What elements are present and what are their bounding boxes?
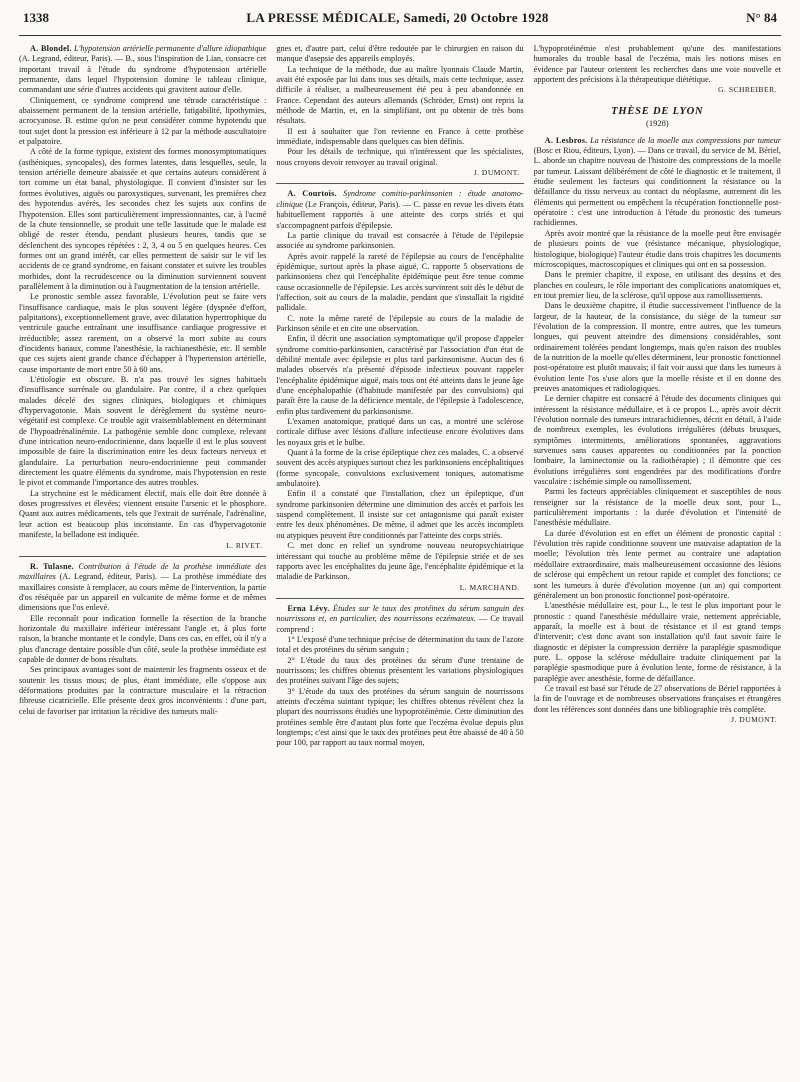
page-number: 1338 <box>23 10 49 25</box>
paragraph: La partie clinique du travail est consacrée à l'étude de l'épilepsie associée au syndrome parkinsonien. <box>276 230 524 251</box>
review-title: Contribution à l'étude de la prothèse immédiate des maxillaires <box>19 561 267 582</box>
paragraph: La durée d'évolution est en effet un élément de pronostic capital : l'évolution très rapide conditionne souvent une mauvaise adaptation de la moelle; l'évolution très lente permet au contraire une adaptation médullaire extraordinaire, mais malheureusement occasionne des lésions de sclérose qui empêchent un retour rapide et complet des fonctions; ce sont les tumeurs à durée d'évolution moyenne (un an) qui comportent généralement un bon pronostic fonctionnel post-opératoire. <box>533 528 781 600</box>
paragraph: Le pronostic semble assez favorable, L'évolution peut se faire vers l'insuffisance cardiaque, mais le plus souvent légère (dyspnée d'effort, palpitations), exceptionnellement grave, avec dilatation hypertrophique du ventricule gauche entraînant une insuffisance cardiaque progressive et irréductible; assez rarement, on a observé la mort subite au cours d'incidents banaux, comme l'anesthésie, la rachianesthésie, etc. Il semble que ces sujets aient grande chance d'échapper à l'hypertension artérielle, cause importante de mort entre 50 à 60 ans. <box>19 292 267 374</box>
review-author: Erna Lévy. <box>287 603 330 613</box>
column-3 <box>534 44 781 1074</box>
list-item: 3° L'étude du taux des protéines du sérum sanguin de nourrissons atteints d'eczéma suintant typique; les chiffres obtenus révèlent chez la plupart des nourrissons étudiés une hypoprotéinémie. Cette diminution des protéines semble être d'autant plus forte que l'eczéma évolue depuis plus longtemps; c'est ainsi que le taux des protéines peut être abaissé de 40 à 50 pour 100, par rapport au taux normal moyen, <box>276 686 524 748</box>
review-lead <box>19 44 266 96</box>
list-item: 2° L'étude du taux des protéines du sérum d'une trentaine de nourrissons; les chiffres obtenus présentent les variations physiologiques des protéines suivant l'âge des sujets; <box>276 655 524 686</box>
paragraph: Après avoir montré que la résistance de la moelle peut être envisagée de plusieurs points de vue (résistance mécanique, physiologique, histologique, biologique) l'auteur étudie dans trois chapitres les documents microscopiques, macroscopiques et cliniques qui ont en sa possession. <box>533 228 781 269</box>
page-header <box>19 10 781 36</box>
paragraph: Le dernier chapitre est consacré à l'étude des documents cliniques qui intéressent la résistance médullaire, et à ce propos L., après avoir décrit l'évolution normale des tumeurs intrarachidiennes, décrit en détail, à l'aide de nombreux exemples, les évolutions irrégulières (débuts brusques, symptômes intermittents, améliorations spontanées, aggravations survenues sans causes apparentes ou conditionnées par la ponction lombaire, la laminectomie ou la radiothérapie) ; il démontre que ces évolutions irrégulières sont engendrées par des modifications d'ordre vasculaire : ischémie simple ou ramollissement. <box>533 394 781 487</box>
column-2 <box>276 44 523 1074</box>
paragraph: L'hypoprotéinémie n'est probablement qu'une des manifestations humorales du trouble basal de l'eczéma, mais les notions mises en évidence par l'auteur orientent les recherches dans une voie nouvelle et apportent des précisions à la thérapeutique diététique. <box>533 44 781 85</box>
paragraph: Il est à souhaiter que l'on revienne en France à cette prothèse immédiate, indispensable dans quelques cas bien définis. <box>276 126 524 147</box>
review-courtois <box>276 189 523 592</box>
review-author: A. Blondel. <box>30 44 72 53</box>
review-intro: (Le François, éditeur, Paris). — C. passe en revue les divers états habituellement rapportés à une atteinte des corps striés et qui s'accompagnent parfois d'épilepsie. <box>276 199 524 230</box>
paragraph: Dans le deuxième chapitre, il étudie successivement l'influence de la largeur, de la hauteur, de la consistance, du siège de la tumeur sur l'évolution de la compression. Il montre, entre autres, que les tumeurs longues, qui peuvent atteindre des dimensions considérables, sont ordinairement tolérées pendant longtemps, mais qu'en raison des troubles de la nutrition de la moelle qu'elles déterminent, leur pronostic fonctionnel post-opératoire est plutôt mauvais; il fait voir aussi que dans les tumeurs à évolution lente l'os s'use alors que la moelle résiste et il en donne des preuves anatomiques et radiologiques. <box>533 301 781 393</box>
paragraph: L'anesthésie médullaire est, pour L., le test le plus important pour le pronostic : quand l'anesthésie médullaire vraie, nettement appréciable, apparaît, la moelle est à bout de résistance et il est grand temps d'intervenir; c'est donc avant son installation qu'il faut savoir faire le diagnostic et dépister la compression derrière la paraplégie spasmodique pure. L. oppose la sclérose médullaire traduite cliniquement par la paraplégie spasmodique pure à évolution lente, forme de résistance, à la paraplégie avec anesthésie, forme de défaillance. <box>533 601 781 683</box>
review-author: A. Lesbros. <box>544 135 588 145</box>
review-title: Syndrome comitio-parkinsonien : étude anatomo-clinique <box>276 189 524 209</box>
list-item: 1° L'exposé d'une technique précise de détermination du taux de l'azote total et des protéines du sérum sanguin ; <box>276 634 524 655</box>
review-author: R. Tulasne. <box>30 561 74 571</box>
paragraph: L'examen anatomique, pratiqué dans un cas, a montré une sclérose corticale diffuse avec lésions d'allure infectieuse encore évolutives dans les noyaux gris et le bulbe. <box>276 417 524 447</box>
review-tulasne-continued <box>276 44 523 178</box>
review-lead <box>276 189 523 230</box>
review-title: L'hypotension artérielle permanente d'allure idiopathique <box>74 44 267 53</box>
paragraph: Enfin il a constaté que l'installation, chez un épileptique, d'un syndrome parkinsonien détermine une diminution des accès et parfois les suspend complètement. Il insiste sur cet antagonisme qui paraît exister entre les deux phénomènes. De même, il admet que les accès incomplets ou atypiques peuvent être conditionnés par l'atteinte des corps striés. <box>276 489 524 540</box>
paragraph: Parmi les facteurs appréciables cliniquement et susceptibles de nous renseigner sur la résistance de la moelle deux sont, pour L., particulièrement importants : la durée d'évolution et l'intensité de l'anesthésie médullaire. <box>533 487 781 528</box>
review-lesbros <box>534 136 781 726</box>
review-title: Études sur le taux des protéines du sérum sanguin des nourrissons et, en particulier, des nourrissons eczémateux. <box>276 603 524 624</box>
paragraph: Ce travail est basé sur l'étude de 27 observations de Bériel rapportées à la fin de l'ouvrage et de nombreuses observations françaises et étrangères dont les références sont données dans une bibliographie très complète. <box>533 683 781 714</box>
paragraph: Cliniquement, ce syndrome comprend une tétrade caractéristique : abaissement permanent de la tension artérielle, fatigabilité, lipothymies, acrocyanose. B. estime qu'on ne peut considérer comme hypotendu que tout sujet dont la pression est inférieure à 12 par la méthode auscultatoire et palpatoire. <box>19 95 267 147</box>
divider <box>276 598 523 599</box>
issue-number: N° 84 <box>746 10 777 25</box>
review-intro: (Bosc et Riou, éditeurs, Lyon). — Dans ce travail, du service de M. Bériel, L. aborde un chapitre nouveau de l'histoire des compressions de la moelle par tumeur. Laissant délibérément de côté le diagnostic et le traitement, il étudie seulement les facteurs qui conditionnent la résistance ou la défaillance du tissu nerveux au contact du néoplasme, autrement dit les éléments qui permettent ou empêchent la récupération fonctionnelle post-opératoire : c'est une introduction à l'étude du pronostic des tumeurs rachidiennes. <box>533 146 781 228</box>
review-author: A. Courtois. <box>287 189 337 199</box>
paragraph: A côté de la forme typique, existent des formes monosymptomatiques (asthéniques, syncopales), des formes latentes, dans lesquelles, seule, la tension artérielle demeure abaissée et que certains auteurs considèrent à tort comme un état banal, physiologique. Il convient d'insister sur les formes évolutives, aiguës ou paroxystiques, survenant, les premières chez des hypotendus avérés, les secondes chez les sujets aux confins de l'hypotension. Elles sont particulièrement impressionnantes, car, à l'acmé de la chute tensionnelle, se produit une telle lassitude que le malade est obligé de rester étendu, pendant plusieurs heures, tandis que se déclenchent des syncopes répétées : 2, 3, 4 ou 5 en quelques heures. Ces formes ont un grand intérêt, car elles permettent de saisir sur le vif les accidents de ce grand syndrome, en faisant constater et suivre les troubles morbides, dont la recrudescence ou la diminution surviennent souvent parallèlement à la diminution ou à l'augmentation de la tension artérielle. <box>19 147 267 291</box>
paragraph: Quant à la forme de la crise épileptique chez ces malades, C. a observé souvent des accès atypiques surtout chez les parkinsoniens encéphalitiques (forme syncopale, convulsions exclusivement toniques, automatisme ambulatoire). <box>276 448 524 489</box>
columns <box>19 44 781 1074</box>
review-intro: — Ce travail comprend : <box>276 614 524 634</box>
paragraph: Elle reconnaît pour indication formelle la résection de la branche horizontale du maxillaire inférieur intéressant l'angle et, à plus forte raison, la branche montante et le condyle. Dans ces cas, en effet, où il n'y a plus d'ancrage dentaire possible d'un côté, seule la prothèse immédiate est capable de donner de bons résultats. <box>19 613 267 664</box>
journal-title: LA PRESSE MÉDICALE, Samedi, 20 Octobre 1928 <box>246 10 549 25</box>
paragraph: L'étiologie est obscure. B. n'a pas trouvé les signes habituels d'insuffisance surrénale ou glandulaire. Par contre, il a chez quelques malades décelé des signes cliniques, biologiques et chimiques d'hypervagotonie. Mais souvent le dérèglement du système neuro-végétatif est complexe. Ce trouble agit vraisemblablement en déterminant de l'hypoadrénalinémie. La pathogénie semble donc complexe, relevant d'une intrication neuro-endocrinienne, dans laquelle il est le plus souvent impossible de faire la discrimination entre les deux facteurs nerveux et glandulaire. La perturbation neuro-endocrinienne peut commander directement les quatre éléments du syndrome, mais l'hypotension en reste le pivot et commande l'importance des autres troubles. <box>19 375 267 488</box>
review-lead <box>19 562 266 614</box>
paragraph: Après avoir rappelé la rareté de l'épilepsie au cours de l'encéphalite épidémique, surtout après la phase aiguë, C. rapporte 5 observations de parkinsoniens chez qui l'encéphalite épidémique peut être tenue comme cause occasionnelle de l'épilepsie. Les accès survinrent soit dès le début de l'affection, soit au cours de la maladie, pendant que s'installait la rigidité pallidale. <box>276 251 524 313</box>
review-signature: L. RIVET. <box>226 540 263 550</box>
paragraph: La technique de la méthode, due au maître lyonnais Claude Martin, avait été exposée par lui dans tous ses détails, mais cette technique, assez difficile à réaliser, a malheureusement été peu à peu abandonnée en France. Cependant des auteurs allemands (Schröder, Ernst) ont repris la méthode de Martin, et, en la simplifiant, ont pu obtenir de très bons résultats. <box>276 64 524 126</box>
review-tulasne <box>19 562 266 717</box>
review-levy-continued <box>534 44 781 96</box>
review-intro: (A. Legrand, éditeur, Paris). — La prothèse immédiate des maxillaires consiste à remplacer, au cours même de l'intervention, la partie d'os réséquée par un appareil en vulcanite de même forme et de mêmes dimensions que l'os enlevé. <box>19 572 267 613</box>
divider <box>19 556 266 557</box>
paragraph: C. met donc en relief un syndrome nouveau neuropsychiatrique intéressant qui touche au problème même de l'épilepsie striée et de ses rapports avec les encéphalites du jeune âge, l'encéphalite épidémique et la maladie de Parkinson. <box>276 541 524 582</box>
divider <box>276 183 523 184</box>
paragraph: La strychnine est le médicament électif, mais elle doit être donnée à doses progressives et élevées; viennent ensuite l'arsenic et le phosphore. Quant aux autres médicaments, tels que l'extrait de surrénale, l'adrénaline, leur action est beaucoup plus inconstante. En cas d'hypervagotonie manifeste, la belladone est indiquée. <box>19 488 267 540</box>
review-levy <box>276 604 523 749</box>
review-signature: J. DUMONT. <box>731 714 777 724</box>
review-lead <box>534 136 781 229</box>
review-signature: L. MARCHAND. <box>459 582 520 592</box>
paragraph: Dans le premier chapitre, il expose, en utilisant des dessins et des planches en couleurs, le rôle important des complications anatomiques et, en tout premier lieu, de la sclérose, qu'il oppose aux ramollissements. <box>533 270 781 300</box>
paragraph: C. note la même rareté de l'épilepsie au cours de la maladie de Parkinson sénile et en cite une observation. <box>276 313 524 333</box>
paragraph: Enfin, il décrit une association symptomatique qu'il propose d'appeler syndrome comitio-parkinsonien, caractérisé par l'association d'un état de débilité mentale avec épilepsie et plus tard parkinsonisme. Aucun des 6 malades observés n'a présenté d'épisode infectieux pouvant rappeler l'encéphalite épidémique aiguë, mais tous ont été atteints dans le jeune âge d'une encéphalopathie (d'habitude manifestée par des convulsions) qui paraît être la cause de la déficience mentale, de l'épilepsie à l'adolescence, enfin plus tardivement du parkinsonisme. <box>276 334 524 416</box>
review-blondel <box>19 44 266 551</box>
review-signature: G. SCHREIBER. <box>718 85 777 95</box>
column-1 <box>19 44 266 1074</box>
section-year: (1928) <box>645 117 669 128</box>
section-title: THÈSE DE LYON <box>611 105 704 117</box>
review-lead <box>276 604 523 635</box>
review-signature: J. DUMONT. <box>473 168 520 178</box>
paragraph: Ses principaux avantages sont de maintenir les fragments osseux et de soutenir les tissus mous; de plus, étant immédiate, elle s'oppose aux déformations produites par la contracture musculaire et la rétraction fibreuse cicatricielle. Elle présente deux gros inconvénients : d'une part, celui de favoriser par irritation la récidive des tumeurs mali- <box>19 665 267 716</box>
review-intro: (A. Legrand, éditeur, Paris). — B., sous l'inspiration de Lian, consacre cet important travail à l'étude du syndrome d'hypotension artérielle permanente, dans lequel l'hypotension domine le tableau clinique, commandant une série d'autres accidents qui gravitent autour d'elle. <box>19 54 267 95</box>
review-title: La résistance de la moelle aux compressions par tumeur <box>590 135 781 145</box>
paragraph: gnes et, d'autre part, celui d'être redoutée par le chirurgien en raison du manque d'asepsie des appareils employés. <box>276 44 524 64</box>
paragraph: Pour les détails de technique, qui n'intéressent que les spécialistes, nous croyons devoir renvoyer au travail original. <box>276 147 524 167</box>
